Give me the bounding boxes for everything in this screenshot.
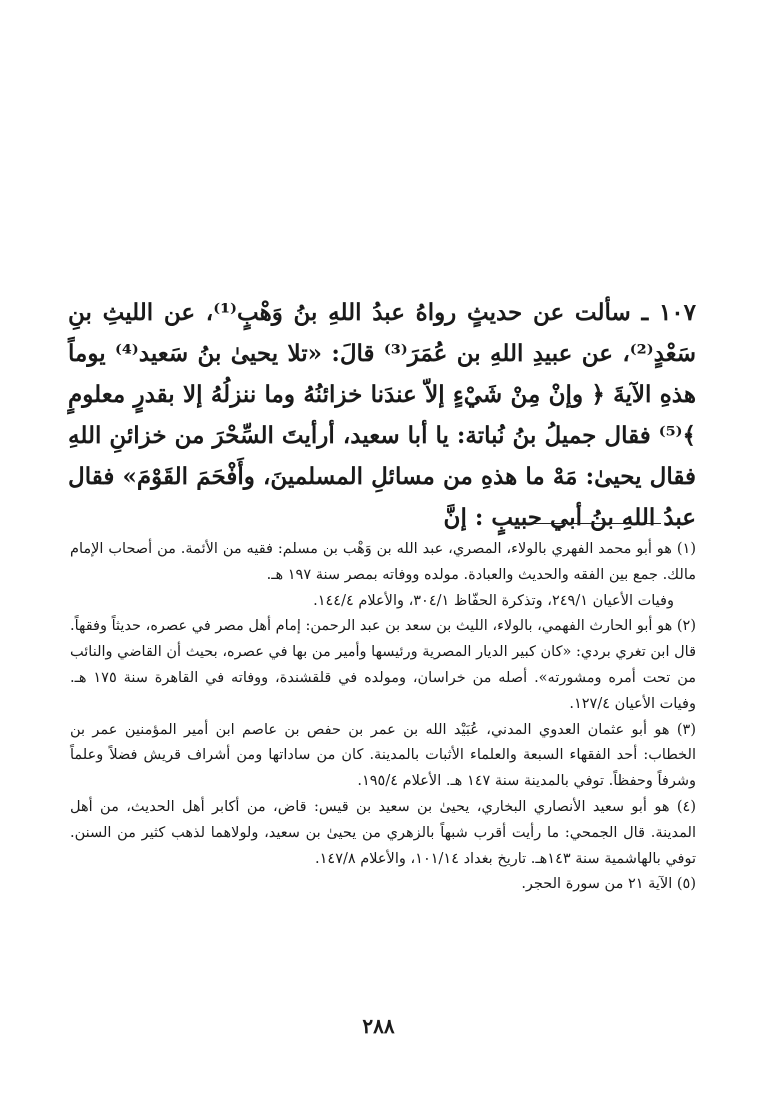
footnote-4: (٤) هو أبو سعيد الأنصاري البخاري، يحيىٰ بن سعيد بن قيس: قاض، من أكابر أهل الحديث، من أهل المدينة. قال الجمحي: ما رأيت أقرب شبهاً بالزهري من يحيىٰ بن سعيد، ولولاهما لذهب كثير من السنن. توفي بالهاشمية سنة ١٤٣هـ. تاريخ بغداد ١٠١/١٤، والأعلام ١٤٧/٨. [70,798,696,867]
footnote-1-references: وفيات الأعيان ٢٤٩/١، وتذكرة الحفّاظ ٣٠٤/١، والأعلام ١٤٤/٤. [313,592,674,609]
footnote-1: (١) هو أبو محمد الفهري بالولاء، المصري، عبد الله بن وَهْب بن مسلم: فقيه من الأئمة. من أصحاب الإمام مالك. جمع بين الفقه والحديث والعبادة. مولده ووفاته بمصر سنة ١٩٧ هـ. [70,541,696,583]
page-number: ٢٨٨ [362,1014,395,1038]
footnote-3: (٣) هو أبو عثمان العدوي المدني، عُبَيْد الله بن عمر بن حفص بن عاصم ابن أمير المؤمنين عمر بن الخطاب: أحد الفقهاء السبعة والعلماء الأثبات بالمدينة. كان من ساداتها ومن أشراف قريش فضلاً وعلماً وشرفاً وحفظاً. توفي بالمدينة سنة ١٤٧ هـ. الأعلام ١٩٥/٤. [70,721,696,790]
main-text-block [68,292,696,538]
footnotes-section [70,537,696,898]
footnote-2: (٢) هو أبو الحارث الفهمي، بالولاء، الليث بن سعد بن عبد الرحمن: إمام أهل مصر في عصره، حديثاً وفقهاً. قال ابن تغري بردي: «كان كبير الديار المصرية ورئيسها وأمير من بها في عصره، بحيث أن القاضي والنائب من تحت أمره ومشورته». أصله من خراسان، ومولده في قلقشندة، ووفاته في القاهرة سنة ١٧٥ هـ. وفيات الأعيان ١٢٧/٤. [70,618,697,712]
footnote-divider [494,523,661,524]
footnote-5: (٥) الآية ٢١ من سورة الحجر. [521,876,696,893]
main-paragraph: ١٠٧ ـ سألت عن حديثٍ رواهُ عبدُ اللهِ بنُ وَهْبٍ⁽¹⁾، عن الليثِ بنِ سَعْدٍ⁽²⁾، عن عبيدِ اللهِ بن عُمَرَ⁽³⁾ قالَ: «تلا يحيىٰ بنُ سَعيد⁽⁴⁾ يوماً هذهِ الآيةَ ﴿ وإنْ مِنْ شَيْءٍ إلاّ عندَنا خزائنُهُ وما ننزلُهُ إلا بقدرٍ معلومٍ ﴾⁽⁵⁾ فقال جميلُ بنُ نُباتة: يا أبا سعيد، أرأيتَ السِّحْرَ من خزائنِ اللهِ فقال يحيىٰ: مَهْ ما هذهِ من مسائلِ المسلمينَ، وأَفْحَمَ القَوْمَ» فقال عبدُ اللهِ بنُ أبي حبيبٍ : إنَّ [68,299,697,531]
